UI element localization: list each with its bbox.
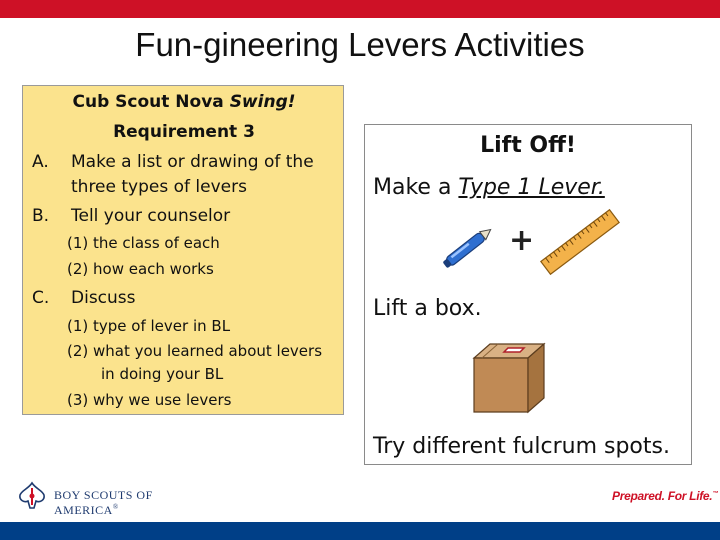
item-a-text: Make a list or drawing of the xyxy=(71,152,314,172)
page-title: Fun-gineering Levers Activities xyxy=(135,26,585,63)
bottom-brand-bar xyxy=(0,522,720,540)
item-b-sub-1: (1) the class of each xyxy=(67,234,220,252)
fulcrum-hint-text: Try different fulcrum spots. xyxy=(373,434,670,459)
item-b-sub-2: (2) how each works xyxy=(67,260,214,278)
bsa-logo xyxy=(14,481,214,517)
heading-emphasis: Swing! xyxy=(229,92,296,112)
bsa-wordmark xyxy=(54,488,214,518)
tagline-text: Prepared. For Life. xyxy=(612,489,713,503)
top-accent-bar xyxy=(0,0,720,18)
lift-box-text: Lift a box. xyxy=(373,296,482,321)
tagline-trademark: ™ xyxy=(712,491,719,497)
heading-prefix: Cub Scout Nova xyxy=(72,92,230,112)
make-lever-text xyxy=(373,175,605,200)
item-c-letter: C. xyxy=(32,288,50,308)
make-prefix: Make a xyxy=(373,175,459,200)
requirements-heading xyxy=(23,92,345,112)
item-a-text-cont: three types of levers xyxy=(71,177,247,197)
item-c-text: Discuss xyxy=(71,288,136,308)
item-c-sub-1: (1) type of lever in BL xyxy=(67,317,231,335)
item-b-text: Tell your counselor xyxy=(71,206,231,226)
item-c-sub-2: (2) what you learned about levers xyxy=(67,342,323,360)
bsa-org-name: BOY SCOUTS OF AMERICA xyxy=(54,488,153,517)
item-b-letter: B. xyxy=(32,206,50,226)
item-c-sub-2-cont: in doing your BL xyxy=(101,365,224,383)
requirement-number: Requirement 3 xyxy=(113,122,255,142)
plus-sign: + xyxy=(509,223,535,258)
pen-icon xyxy=(435,222,499,274)
box-icon xyxy=(470,340,548,415)
item-a-letter: A. xyxy=(32,152,49,172)
lever-type-emphasis: Type 1 Lever. xyxy=(458,175,605,200)
item-c-sub-3: (3) why we use levers xyxy=(67,391,232,409)
tagline xyxy=(612,489,718,503)
bsa-registered-mark: ® xyxy=(112,503,119,511)
ruler-icon xyxy=(535,207,625,277)
bsa-emblem-icon xyxy=(16,481,48,511)
activity-box xyxy=(364,124,692,465)
requirements-box xyxy=(22,85,344,415)
activity-title: Lift Off! xyxy=(480,133,576,158)
